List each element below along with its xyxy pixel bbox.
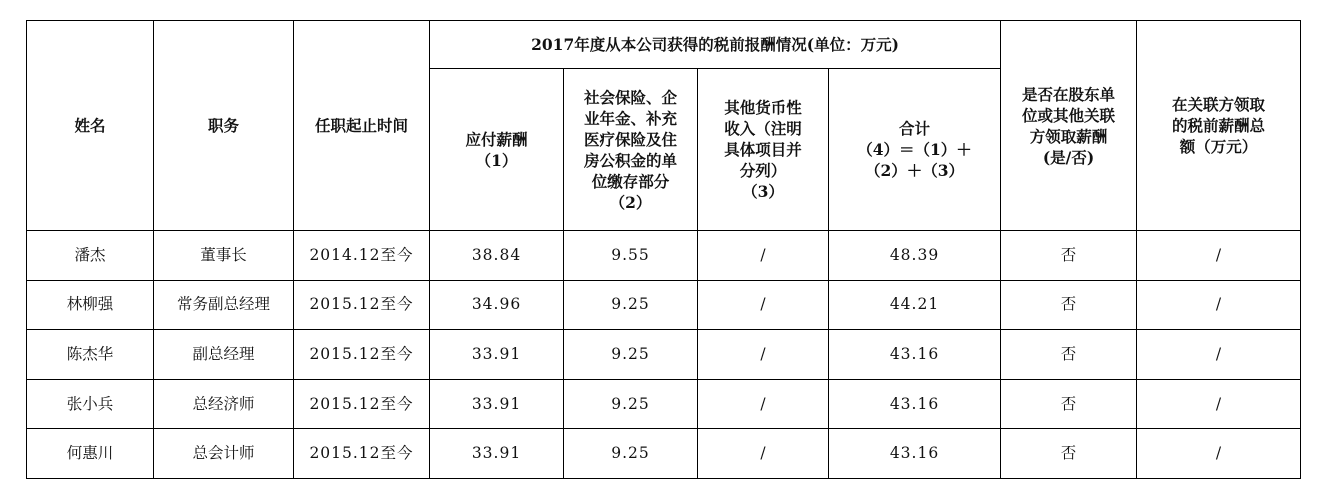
cell-salary: 38.84 — [430, 231, 564, 281]
header-total: 合计 （4）＝（1）＋ （2）＋（3） — [829, 69, 1001, 231]
header-related-total: 在关联方领取 的税前薪酬总 额（万元） — [1137, 21, 1301, 231]
cell-name: 陈杰华 — [27, 330, 154, 380]
header-name: 姓名 — [27, 21, 154, 231]
cell-other-income: / — [698, 280, 829, 330]
cell-salary: 33.91 — [430, 330, 564, 380]
cell-related-total: / — [1137, 429, 1301, 479]
cell-related-total: / — [1137, 280, 1301, 330]
cell-total: 48.39 — [829, 231, 1001, 281]
cell-other-income: / — [698, 330, 829, 380]
compensation-table — [26, 20, 1301, 479]
cell-other-income: / — [698, 231, 829, 281]
cell-total: 43.16 — [829, 379, 1001, 429]
cell-position: 董事长 — [154, 231, 294, 281]
cell-tenure: 2014.12至今 — [294, 231, 430, 281]
cell-salary: 33.91 — [430, 429, 564, 479]
cell-name: 林柳强 — [27, 280, 154, 330]
cell-other-income: / — [698, 379, 829, 429]
header-tenure: 任职起止时间 — [294, 21, 430, 231]
cell-related-total: / — [1137, 330, 1301, 380]
cell-tenure: 2015.12至今 — [294, 280, 430, 330]
cell-social-insurance: 9.25 — [564, 429, 698, 479]
table-row — [27, 429, 1301, 479]
cell-social-insurance: 9.25 — [564, 330, 698, 380]
cell-tenure: 2015.12至今 — [294, 379, 430, 429]
cell-related-total: / — [1137, 379, 1301, 429]
header-other-income: 其他货币性 收入（注明 具体项目并 分列） （3） — [698, 69, 829, 231]
table-header — [27, 21, 1301, 231]
cell-social-insurance: 9.25 — [564, 280, 698, 330]
cell-salary: 33.91 — [430, 379, 564, 429]
table-row — [27, 330, 1301, 380]
table-body — [27, 231, 1301, 479]
cell-related-flag: 否 — [1001, 231, 1137, 281]
cell-related-flag: 否 — [1001, 280, 1137, 330]
cell-salary: 34.96 — [430, 280, 564, 330]
header-related-flag: 是否在股东单 位或其他关联 方领取薪酬 (是/否) — [1001, 21, 1137, 231]
cell-position: 副总经理 — [154, 330, 294, 380]
cell-tenure: 2015.12至今 — [294, 330, 430, 380]
cell-total: 43.16 — [829, 330, 1001, 380]
cell-total: 44.21 — [829, 280, 1001, 330]
cell-tenure: 2015.12至今 — [294, 429, 430, 479]
header-position: 职务 — [154, 21, 294, 231]
cell-related-flag: 否 — [1001, 330, 1137, 380]
cell-social-insurance: 9.25 — [564, 379, 698, 429]
cell-position: 总会计师 — [154, 429, 294, 479]
cell-social-insurance: 9.55 — [564, 231, 698, 281]
cell-total: 43.16 — [829, 429, 1001, 479]
table-row — [27, 231, 1301, 281]
cell-related-flag: 否 — [1001, 379, 1137, 429]
header-social-insurance: 社会保险、企 业年金、补充 医疗保险及住 房公积金的单 位缴存部分 （2） — [564, 69, 698, 231]
cell-name: 张小兵 — [27, 379, 154, 429]
cell-other-income: / — [698, 429, 829, 479]
header-salary: 应付薪酬 （1） — [430, 69, 564, 231]
table-row — [27, 280, 1301, 330]
header-compensation-group: 2017年度从本公司获得的税前报酬情况(单位：万元) — [430, 21, 1001, 69]
cell-position: 常务副总经理 — [154, 280, 294, 330]
cell-name: 何惠川 — [27, 429, 154, 479]
cell-position: 总经济师 — [154, 379, 294, 429]
cell-related-total: / — [1137, 231, 1301, 281]
cell-related-flag: 否 — [1001, 429, 1137, 479]
cell-name: 潘杰 — [27, 231, 154, 281]
table-row — [27, 379, 1301, 429]
